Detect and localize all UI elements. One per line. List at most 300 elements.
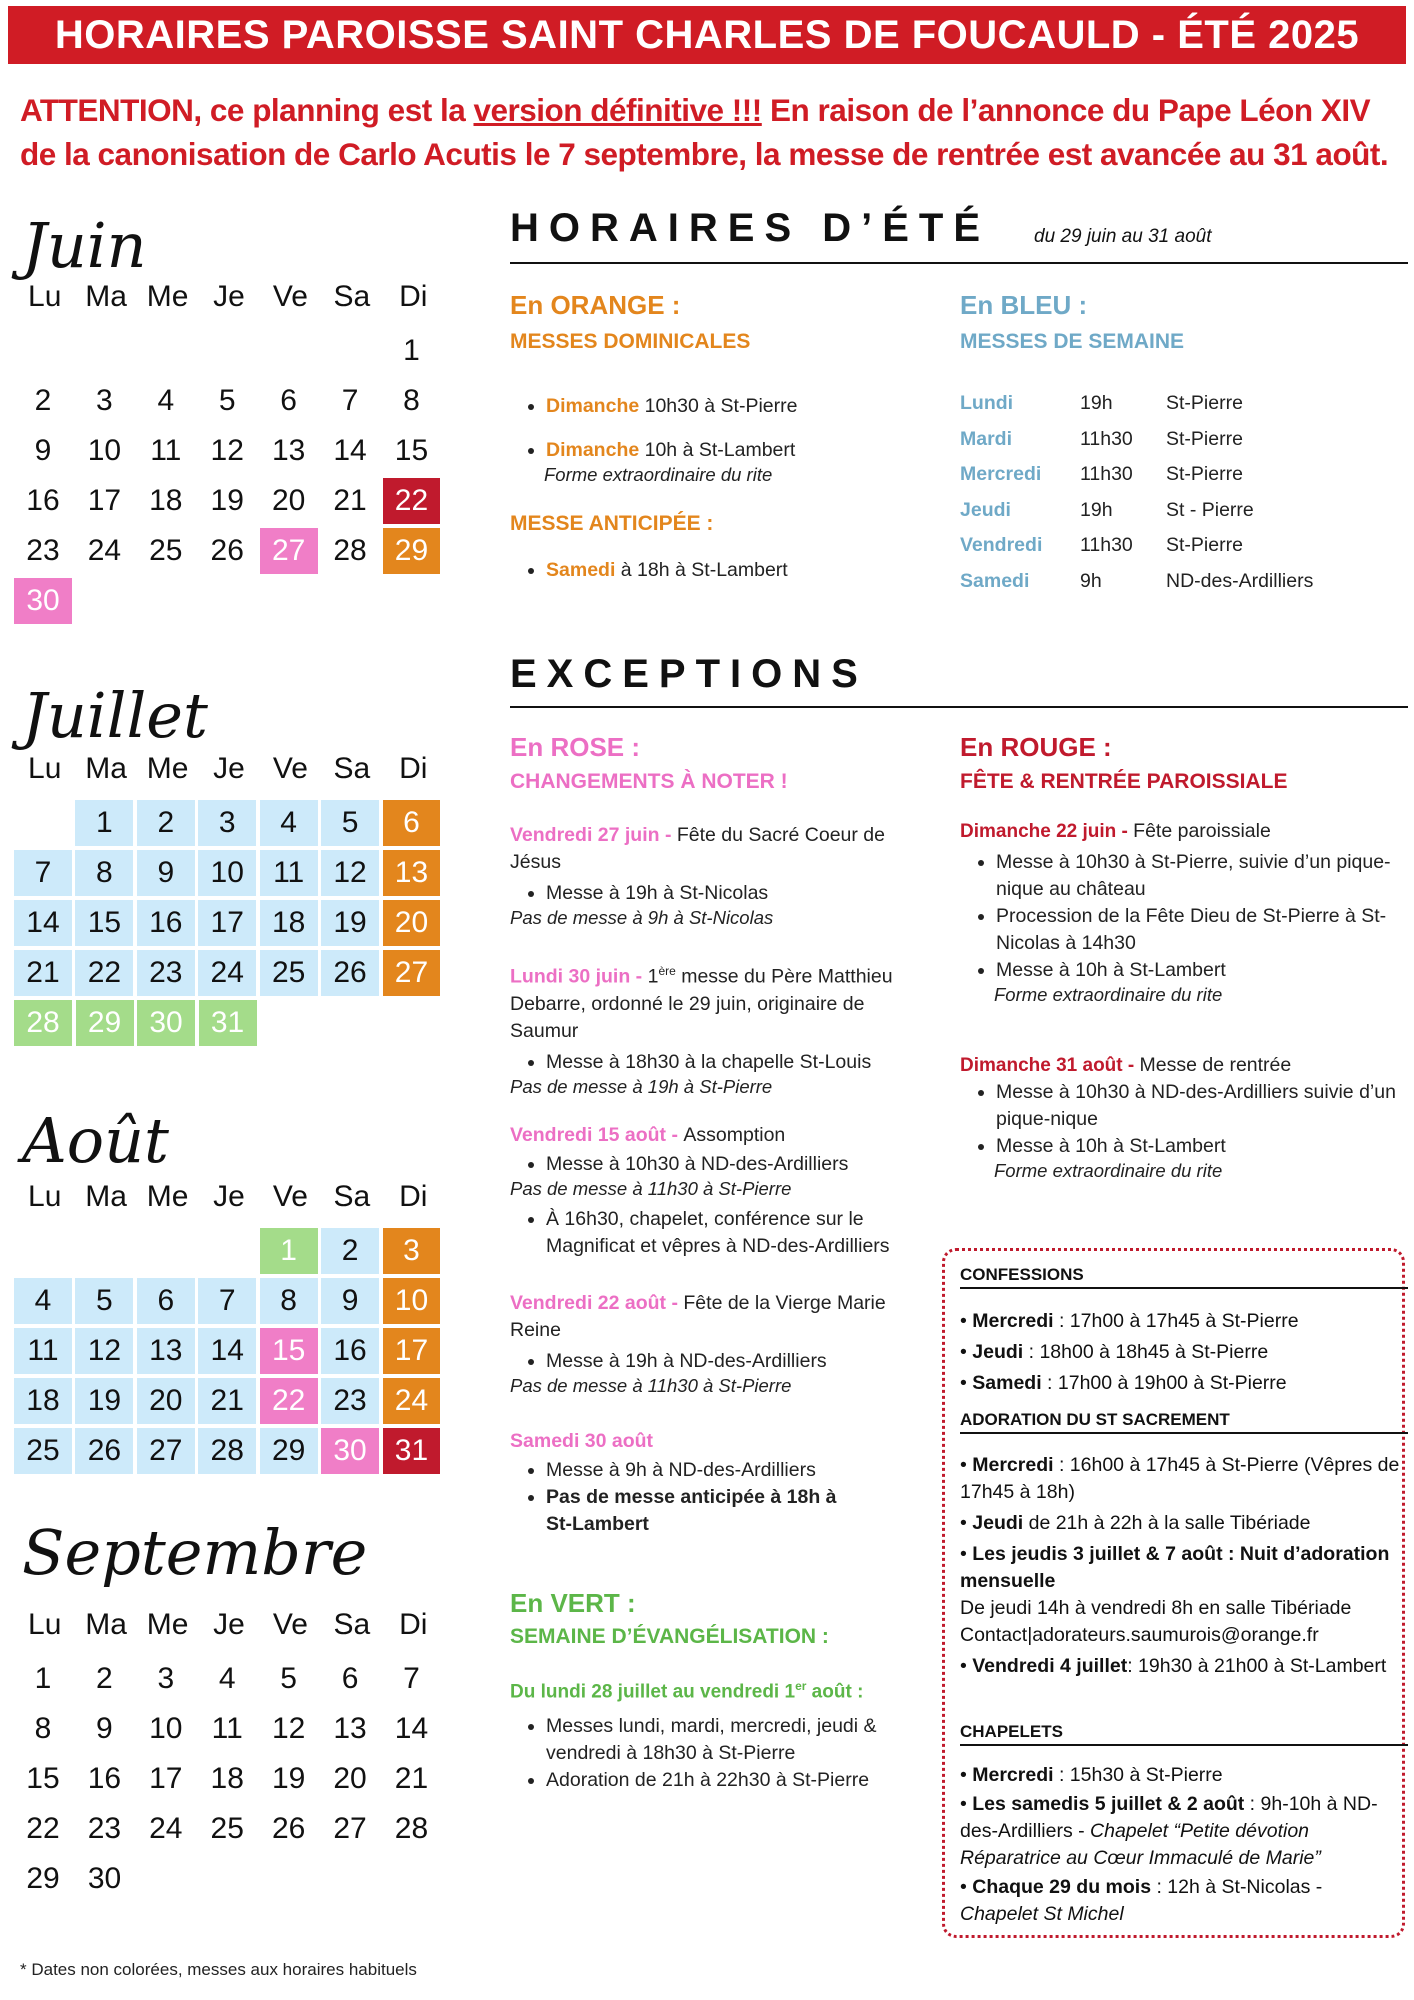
calendar-day: 11 bbox=[211, 1712, 243, 1745]
calendar-day: 16 bbox=[87, 1762, 122, 1795]
confession-1-day: Mercredi bbox=[972, 1310, 1054, 1332]
calendar-day: 22 bbox=[26, 1812, 60, 1845]
confessions-list bbox=[960, 1308, 1405, 1397]
weekday-mass-row bbox=[960, 564, 1313, 600]
adoration-1-text: : 16h00 à 17h45 à St-Pierre (Vêpres de 17h45 à 18h) bbox=[960, 1454, 1400, 1503]
calendar-day: 11 bbox=[150, 434, 182, 467]
exc-22-juin bbox=[960, 818, 1400, 1006]
calendar-day: 21 bbox=[198, 1378, 256, 1424]
exc-15-aout bbox=[510, 1122, 940, 1260]
attention-part2: En raison de l’annonce du Pape Léon XIV de la canonisation de Carlo Acutis le 7 septembre, la messe de rentrée est avancée au 31 août. bbox=[20, 92, 1389, 172]
weekday-label: Sa bbox=[333, 1608, 371, 1641]
calendar-day: 10 bbox=[383, 1278, 441, 1324]
orange-label: En ORANGE : bbox=[510, 290, 681, 320]
weekday-mass-hour: 11h30 bbox=[1080, 534, 1133, 557]
calendar-day: 31 bbox=[199, 1000, 257, 1046]
calendar-day: 4 bbox=[218, 1662, 236, 1695]
calendar-day: 10 bbox=[87, 434, 122, 467]
calendar-day: 14 bbox=[333, 434, 367, 467]
exc-22-aout-note: Pas de messe à 11h30 à St-Pierre bbox=[510, 1375, 792, 1396]
calendar-day: 26 bbox=[321, 950, 379, 996]
calendar-day: 19 bbox=[321, 900, 379, 946]
red-sub: FÊTE & RENTRÉE PAROISSIALE bbox=[960, 770, 1288, 793]
weekday-label: Je bbox=[213, 280, 245, 313]
blue-sub: MESSES DE SEMAINE bbox=[960, 330, 1185, 353]
calendar-day: 21 bbox=[333, 484, 367, 517]
sunday-mass-2-day: Dimanche bbox=[546, 439, 640, 461]
calendar-day: 1 bbox=[403, 334, 420, 367]
calendar-day: 12 bbox=[321, 850, 379, 896]
calendar-day: 14 bbox=[198, 1328, 256, 1374]
exc-31-aout bbox=[960, 1052, 1400, 1182]
weekday-label: Ve bbox=[272, 752, 308, 785]
calendar-day: 29 bbox=[26, 1862, 60, 1895]
calendar-day: 9 bbox=[321, 1278, 379, 1324]
chapelet-3-text: : 12h à St-Nicolas - bbox=[1151, 1876, 1323, 1898]
calendar-day: 20 bbox=[271, 484, 306, 517]
calendar-empty-cell bbox=[75, 328, 133, 374]
chapelets-heading: CHAPELETS bbox=[960, 1722, 1408, 1746]
calendar-day: 7 bbox=[198, 1278, 256, 1324]
calendar-day: 24 bbox=[383, 1378, 441, 1424]
adoration-3-text2: Contact|adorateurs.saumurois@orange.fr bbox=[960, 1624, 1319, 1646]
calendar-week-row bbox=[14, 1328, 444, 1378]
exc-22-aout-title: Fête de la Vierge Marie Reine bbox=[510, 1292, 886, 1341]
exc-22-juin-item2: • Procession de la Fête Dieu de St-Pierre à St-Nicolas à 14h30 bbox=[996, 903, 1400, 957]
calendar-day: 15 bbox=[260, 1328, 318, 1374]
exc-22-juin-item3: • Messe à 10h à St-Lambert bbox=[996, 957, 1400, 984]
weekday-header bbox=[14, 1608, 444, 1642]
calendar-day: 23 bbox=[137, 950, 195, 996]
month-title-septembre: Septembre bbox=[22, 1516, 368, 1589]
weekday-mass-row bbox=[960, 493, 1313, 529]
calendar-day: 28 bbox=[394, 1812, 429, 1845]
calendar-day: 23 bbox=[321, 1378, 379, 1424]
calendar-day: 3 bbox=[383, 1228, 441, 1274]
confession-3: • Samedi : 17h00 à 19h00 à St-Pierre bbox=[960, 1372, 1287, 1394]
adoration-2-day: Jeudi bbox=[972, 1512, 1024, 1534]
anticipee-label: MESSE ANTICIPÉE : bbox=[510, 512, 714, 535]
calendar-week-row bbox=[14, 378, 444, 428]
calendar-empty-cell bbox=[75, 1228, 133, 1274]
calendar-day: 12 bbox=[75, 1328, 133, 1374]
weekday-mass-hour: 11h30 bbox=[1080, 463, 1133, 486]
calendar-week-row bbox=[14, 850, 444, 900]
weekday-label: Ma bbox=[85, 752, 127, 785]
calendar-day: 9 bbox=[96, 1712, 113, 1745]
calendar-day: 25 bbox=[149, 534, 183, 567]
calendar-day: 5 bbox=[218, 384, 236, 417]
exc-30-juin-date: Lundi 30 juin - bbox=[510, 965, 648, 988]
calendar-day: 17 bbox=[87, 484, 122, 517]
calendar-septembre bbox=[14, 1608, 444, 1906]
green-date-pre: Du lundi 28 juillet au vendredi 1 bbox=[510, 1681, 796, 1703]
calendar-day: 21 bbox=[394, 1762, 429, 1795]
exc-22-juin-date: Dimanche 22 juin - bbox=[960, 821, 1134, 842]
confessions-heading: CONFESSIONS bbox=[960, 1265, 1408, 1289]
exc-30-juin-title: messe du Père Matthieu Debarre, ordonné le 29 juin, originaire de Saumur bbox=[510, 965, 893, 1042]
green-label: En VERT : bbox=[510, 1588, 636, 1618]
confession-1-text: : 17h00 à 17h45 à St-Pierre bbox=[1053, 1310, 1299, 1332]
weekday-mass-hour: 19h bbox=[1080, 498, 1113, 521]
weekday-label: Di bbox=[399, 752, 428, 785]
calendar-day: 30 bbox=[14, 578, 72, 624]
calendar-day: 7 bbox=[341, 384, 359, 417]
exc-31-aout-item2: • Messe à 10h à St-Lambert bbox=[996, 1133, 1400, 1160]
calendar-day: 21 bbox=[14, 950, 72, 996]
calendar-day: 8 bbox=[403, 384, 420, 417]
calendar-week-row bbox=[14, 1428, 444, 1478]
calendar-day: 19 bbox=[210, 484, 244, 517]
month-title-juillet: Juillet bbox=[22, 679, 208, 752]
sunday-mass-1-text: 10h30 à St-Pierre bbox=[639, 395, 798, 417]
page-title: HORAIRES PAROISSE SAINT CHARLES DE FOUCAULD - ÉTÉ 2025 bbox=[8, 6, 1406, 64]
calendar-day: 26 bbox=[271, 1812, 306, 1845]
calendar-day: 9 bbox=[137, 850, 195, 896]
weekday-label: Lu bbox=[28, 1180, 62, 1213]
calendar-week-row bbox=[14, 328, 444, 378]
calendar-day: 23 bbox=[26, 534, 60, 567]
title-banner bbox=[0, 0, 1414, 70]
chapelet-3: • Chaque 29 du mois : 12h à St-Nicolas - Chapelet St Michel bbox=[960, 1876, 1323, 1925]
calendar-day: 30 bbox=[137, 1000, 195, 1046]
calendar-day: 14 bbox=[394, 1712, 429, 1745]
calendar-day: 10 bbox=[149, 1712, 183, 1745]
calendar-day: 1 bbox=[75, 800, 133, 846]
calendar-day: 17 bbox=[149, 1762, 183, 1795]
exc-27-juin-title: Fête du Sacré Coeur de Jésus bbox=[510, 824, 885, 873]
horaires-title: HORAIRES D’ÉTÉ bbox=[510, 206, 991, 250]
calendar-day: 6 bbox=[383, 800, 441, 846]
calendar-week-row bbox=[14, 1706, 444, 1756]
weekday-label: Me bbox=[146, 280, 189, 313]
weekday-label: Di bbox=[399, 280, 428, 313]
calendar-day: 27 bbox=[333, 1812, 367, 1845]
exc-30-juin-sup: ère bbox=[658, 964, 676, 978]
chapelet-2-day: Les samedis 5 juillet & 2 août bbox=[972, 1793, 1245, 1815]
adoration-2-text: de 21h à 22h à la salle Tibériade bbox=[1023, 1512, 1311, 1534]
adoration-1-day: Mercredi bbox=[972, 1454, 1054, 1476]
calendar-day: 28 bbox=[198, 1428, 256, 1474]
calendar-day: 15 bbox=[394, 434, 429, 467]
calendar-week-row bbox=[14, 478, 444, 528]
pink-label: En ROSE : bbox=[510, 732, 641, 762]
exc-27-juin bbox=[510, 822, 930, 929]
calendar-day: 26 bbox=[75, 1428, 133, 1474]
weekday-mass-row bbox=[960, 528, 1313, 564]
weekday-label: Je bbox=[213, 752, 245, 785]
calendar-day: 2 bbox=[321, 1228, 379, 1274]
month-title-aout: Août bbox=[22, 1104, 169, 1177]
weekday-mass-day: Vendredi bbox=[960, 534, 1043, 557]
weekday-label: Je bbox=[213, 1608, 245, 1641]
exc-30-juin bbox=[510, 958, 930, 1098]
adoration-4-text: : 19h30 à 21h00 à St-Lambert bbox=[1127, 1655, 1387, 1677]
weekday-mass-day: Jeudi bbox=[960, 498, 1011, 521]
weekday-mass-day: Samedi bbox=[960, 569, 1030, 592]
calendar-day: 2 bbox=[34, 384, 52, 417]
weekday-mass-hour: 9h bbox=[1080, 569, 1102, 592]
adoration-2: • Jeudi de 21h à 22h à la salle Tibériade bbox=[960, 1512, 1311, 1534]
green-week bbox=[510, 1673, 930, 1794]
exc-27-juin-note: Pas de messe à 9h à St-Nicolas bbox=[510, 907, 774, 928]
calendar-aout bbox=[14, 1180, 444, 1478]
green-item2: • Adoration de 21h à 22h30 à St-Pierre bbox=[546, 1767, 930, 1794]
calendar-day: 22 bbox=[75, 950, 133, 996]
calendar-day: 11 bbox=[14, 1328, 72, 1374]
calendar-day: 8 bbox=[75, 850, 133, 896]
calendar-day: 18 bbox=[260, 900, 318, 946]
month-title-juin: Juin bbox=[22, 209, 147, 282]
calendar-day: 14 bbox=[14, 900, 72, 946]
weekday-mass-hour: 11h30 bbox=[1080, 427, 1133, 450]
calendar-week-row bbox=[14, 1278, 444, 1328]
exc-30-aout-item2: • Pas de messe anticipée à 18h à St-Lambert bbox=[546, 1484, 866, 1538]
weekday-label: Me bbox=[146, 1608, 189, 1641]
exc-30-aout bbox=[510, 1428, 910, 1538]
attention-part1: ATTENTION, ce planning est la bbox=[20, 92, 474, 128]
adoration-3-title: Les jeudis 3 juillet & 7 août : Nuit d’adoration mensuelle bbox=[960, 1543, 1390, 1592]
calendar-day: 4 bbox=[157, 384, 175, 417]
weekday-mass-row bbox=[960, 457, 1313, 493]
chapelet-1: • Mercredi : 15h30 à St-Pierre bbox=[960, 1764, 1223, 1786]
calendar-empty-cell bbox=[14, 328, 72, 374]
green-sub: SEMAINE D’ÉVANGÉLISATION : bbox=[510, 1625, 829, 1648]
confession-1: • Mercredi : 17h00 à 17h45 à St-Pierre bbox=[960, 1310, 1299, 1332]
horaires-rule bbox=[510, 262, 1408, 264]
calendar-week-row bbox=[14, 428, 444, 478]
adoration-3-text1: De jeudi 14h à vendredi 8h en salle Tibériade bbox=[960, 1597, 1352, 1619]
saturday-mass-item bbox=[546, 557, 930, 584]
exc-30-juin-pre: 1 bbox=[647, 965, 659, 988]
calendar-empty-cell bbox=[260, 328, 318, 374]
calendar-day: 28 bbox=[333, 534, 367, 567]
weekday-mass-place: St-Pierre bbox=[1166, 427, 1243, 450]
calendar-day: 16 bbox=[137, 900, 195, 946]
adoration-list bbox=[960, 1452, 1405, 1680]
sunday-mass-1 bbox=[546, 393, 930, 420]
saturday-mass-text: à 18h à St-Lambert bbox=[615, 559, 788, 581]
weekday-mass-place: St-Pierre bbox=[1166, 392, 1243, 415]
calendar-juillet bbox=[14, 752, 444, 1050]
weekday-label: Di bbox=[399, 1608, 428, 1641]
sunday-mass-2-note: Forme extraordinaire du rite bbox=[544, 464, 773, 485]
calendar-day: 4 bbox=[260, 800, 318, 846]
weekday-header bbox=[14, 280, 444, 314]
calendar-day: 5 bbox=[321, 800, 379, 846]
calendar-empty-cell bbox=[137, 1228, 195, 1274]
exc-31-aout-date: Dimanche 31 août - bbox=[960, 1055, 1140, 1076]
calendar-day: 20 bbox=[333, 1762, 367, 1795]
weekday-label: Ma bbox=[85, 280, 127, 313]
calendar-week-row bbox=[14, 578, 444, 628]
calendar-day: 18 bbox=[149, 484, 183, 517]
sunday-mass-2 bbox=[546, 437, 930, 464]
exc-31-aout-note: Forme extraordinaire du rite bbox=[994, 1160, 1223, 1181]
chapelet-3-day: Chaque 29 du mois bbox=[972, 1876, 1152, 1898]
calendar-day: 13 bbox=[383, 850, 441, 896]
calendar-day: 12 bbox=[210, 434, 244, 467]
horaires-subtitle: du 29 juin au 31 août bbox=[1034, 226, 1212, 247]
calendar-day: 26 bbox=[210, 534, 244, 567]
calendar-juin bbox=[14, 280, 444, 628]
weekday-mass-place: St - Pierre bbox=[1166, 498, 1254, 521]
sunday-mass-1-day: Dimanche bbox=[546, 395, 640, 417]
weekday-label: Me bbox=[146, 752, 189, 785]
exc-15-aout-item1: • Messe à 10h30 à ND-des-Ardilliers bbox=[546, 1151, 940, 1178]
sunday-mass-2-text: 10h à St-Lambert bbox=[639, 439, 796, 461]
weekday-label: Ve bbox=[272, 1180, 308, 1213]
calendar-empty-cell bbox=[14, 1228, 72, 1274]
calendar-day: 6 bbox=[137, 1278, 195, 1324]
weekday-mass-place: ND-des-Ardilliers bbox=[1166, 569, 1314, 592]
calendar-week-row bbox=[14, 1000, 444, 1050]
weekday-mass-hour: 19h bbox=[1080, 392, 1113, 415]
exc-31-aout-title: Messe de rentrée bbox=[1139, 1054, 1292, 1076]
calendar-day: 13 bbox=[271, 434, 306, 467]
weekday-mass-place: St-Pierre bbox=[1166, 463, 1243, 486]
calendar-day: 19 bbox=[271, 1762, 306, 1795]
exc-22-aout-item: • Messe à 19h à ND-des-Ardilliers bbox=[546, 1348, 930, 1375]
calendar-day: 11 bbox=[260, 850, 318, 896]
chapelet-1-text: : 15h30 à St-Pierre bbox=[1053, 1764, 1223, 1786]
weekday-label: Sa bbox=[333, 752, 371, 785]
exc-15-aout-date: Vendredi 15 août - bbox=[510, 1124, 684, 1146]
calendar-day: 28 bbox=[14, 1000, 72, 1046]
weekday-label: Di bbox=[399, 1180, 428, 1213]
exc-30-juin-item: • Messe à 18h30 à la chapelle St-Louis bbox=[546, 1049, 930, 1076]
exc-22-juin-note: Forme extraordinaire du rite bbox=[994, 984, 1223, 1005]
chapelet-1-day: Mercredi bbox=[972, 1764, 1054, 1786]
calendar-day: 18 bbox=[210, 1762, 244, 1795]
exc-30-aout-item1: • Messe à 9h à ND-des-Ardilliers bbox=[546, 1457, 910, 1484]
calendar-day: 29 bbox=[76, 1000, 134, 1046]
calendar-day: 25 bbox=[210, 1812, 244, 1845]
calendar-day: 7 bbox=[403, 1662, 420, 1695]
footnote: * Dates non colorées, messes aux horaires habituels bbox=[20, 1960, 417, 1979]
calendar-day: 27 bbox=[260, 528, 318, 574]
calendar-day: 4 bbox=[14, 1278, 72, 1324]
calendar-day: 3 bbox=[96, 384, 113, 417]
weekday-label: Je bbox=[213, 1180, 245, 1213]
calendar-day: 17 bbox=[198, 900, 256, 946]
calendar-day: 15 bbox=[26, 1762, 60, 1795]
calendar-week-row bbox=[14, 1228, 444, 1278]
adoration-3: • Les jeudis 3 juillet & 7 août : Nuit d’adoration mensuelle bbox=[960, 1543, 1390, 1592]
calendar-week-row bbox=[14, 1656, 444, 1706]
calendar-day: 1 bbox=[260, 1228, 318, 1274]
green-date-post: août : bbox=[806, 1681, 864, 1703]
confession-2-day: Jeudi bbox=[972, 1341, 1024, 1363]
exc-27-juin-item: • Messe à 19h à St-Nicolas bbox=[546, 880, 930, 907]
adoration-4: • Vendredi 4 juillet: 19h30 à 21h00 à St-Lambert bbox=[960, 1655, 1387, 1677]
blue-label: En BLEU : bbox=[960, 290, 1088, 320]
exc-27-juin-date: Vendredi 27 juin - bbox=[510, 824, 677, 846]
sunday-masses bbox=[510, 393, 930, 486]
weekday-mass-row bbox=[960, 386, 1313, 422]
calendar-week-row bbox=[14, 1378, 444, 1428]
exceptions-rule bbox=[510, 706, 1408, 708]
attention-notice bbox=[20, 88, 1400, 176]
calendar-day: 7 bbox=[14, 850, 72, 896]
calendar-day: 18 bbox=[14, 1378, 72, 1424]
exceptions-title: EXCEPTIONS bbox=[510, 652, 868, 696]
weekday-mass-day: Mardi bbox=[960, 427, 1013, 450]
weekday-label: Ma bbox=[85, 1180, 127, 1213]
calendar-empty-cell bbox=[321, 328, 379, 374]
exc-22-aout bbox=[510, 1290, 930, 1397]
calendar-day: 24 bbox=[198, 950, 256, 996]
weekday-header bbox=[14, 1180, 444, 1214]
chapelet-2: • Les samedis 5 juillet & 2 août : 9h-10h à ND-des-Ardilliers - Chapelet “Petite dévotion Réparatrice au Cœur Immaculé de Marie” bbox=[960, 1793, 1378, 1869]
calendar-day: 12 bbox=[271, 1712, 306, 1745]
calendar-day: 27 bbox=[137, 1428, 195, 1474]
adoration-heading: ADORATION DU ST SACREMENT bbox=[960, 1410, 1408, 1434]
calendar-day: 13 bbox=[333, 1712, 367, 1745]
calendar-day: 5 bbox=[280, 1662, 297, 1695]
calendar-day: 17 bbox=[383, 1328, 441, 1374]
weekday-label: Sa bbox=[333, 280, 371, 313]
calendar-day: 29 bbox=[260, 1428, 318, 1474]
exc-15-aout-title: Assomption bbox=[683, 1124, 786, 1146]
calendar-day: 5 bbox=[75, 1278, 133, 1324]
exc-15-aout-note: Pas de messe à 11h30 à St-Pierre bbox=[510, 1178, 792, 1199]
calendar-day: 6 bbox=[280, 384, 297, 417]
calendar-day: 23 bbox=[87, 1812, 122, 1845]
calendar-day: 20 bbox=[383, 900, 441, 946]
calendar-week-row bbox=[14, 1756, 444, 1806]
calendar-day: 13 bbox=[137, 1328, 195, 1374]
calendar-week-row bbox=[14, 528, 444, 578]
calendar-day: 27 bbox=[383, 950, 441, 996]
calendar-day: 20 bbox=[137, 1378, 195, 1424]
calendar-week-row bbox=[14, 950, 444, 1000]
calendar-day: 8 bbox=[260, 1278, 318, 1324]
exc-30-juin-note: Pas de messe à 19h à St-Pierre bbox=[510, 1075, 773, 1097]
calendar-day: 22 bbox=[260, 1378, 318, 1424]
calendar-week-row bbox=[14, 800, 444, 850]
adoration-4-day: Vendredi 4 juillet bbox=[972, 1655, 1128, 1677]
exc-22-juin-item1: • Messe à 10h30 à St-Pierre, suivie d’un pique-nique au château bbox=[996, 849, 1400, 903]
weekday-mass-place: St-Pierre bbox=[1166, 534, 1243, 557]
weekday-label: Ve bbox=[272, 280, 308, 313]
exc-15-aout-item2: • À 16h30, chapelet, conférence sur le Magnificat et vêpres à ND-des-Ardilliers bbox=[546, 1206, 940, 1260]
calendar-day: 8 bbox=[34, 1712, 52, 1745]
calendar-empty-cell bbox=[198, 1228, 256, 1274]
weekday-mass-day: Mercredi bbox=[960, 463, 1042, 486]
weekday-mass-day: Lundi bbox=[960, 392, 1014, 415]
calendar-day: 10 bbox=[198, 850, 256, 896]
calendar-empty-cell bbox=[198, 328, 256, 374]
calendar-day: 16 bbox=[26, 484, 60, 517]
chapelet-2-italic: Chapelet “Petite dévotion Réparatrice au Cœur Immaculé de Marie” bbox=[960, 1820, 1321, 1869]
chapelet-2-text: : 9h-10h à ND-des-Ardilliers - bbox=[960, 1793, 1378, 1842]
calendar-day: 6 bbox=[341, 1662, 359, 1695]
calendar-day: 2 bbox=[137, 800, 195, 846]
calendar-day: 30 bbox=[321, 1428, 379, 1474]
weekday-label: Sa bbox=[333, 1180, 371, 1213]
calendar-day: 24 bbox=[87, 534, 122, 567]
pink-sub: CHANGEMENTS À NOTER ! bbox=[510, 770, 788, 793]
green-date-sup: er bbox=[795, 1679, 807, 1693]
weekday-label: Lu bbox=[28, 1608, 62, 1641]
calendar-day: 9 bbox=[34, 434, 52, 467]
calendar-week-row bbox=[14, 900, 444, 950]
calendar-day: 29 bbox=[383, 528, 441, 574]
weekday-mass-row bbox=[960, 422, 1313, 458]
green-item1: • Messes lundi, mardi, mercredi, jeudi & vendredi à 18h30 à St-Pierre bbox=[546, 1713, 930, 1767]
calendar-empty-cell bbox=[137, 328, 195, 374]
